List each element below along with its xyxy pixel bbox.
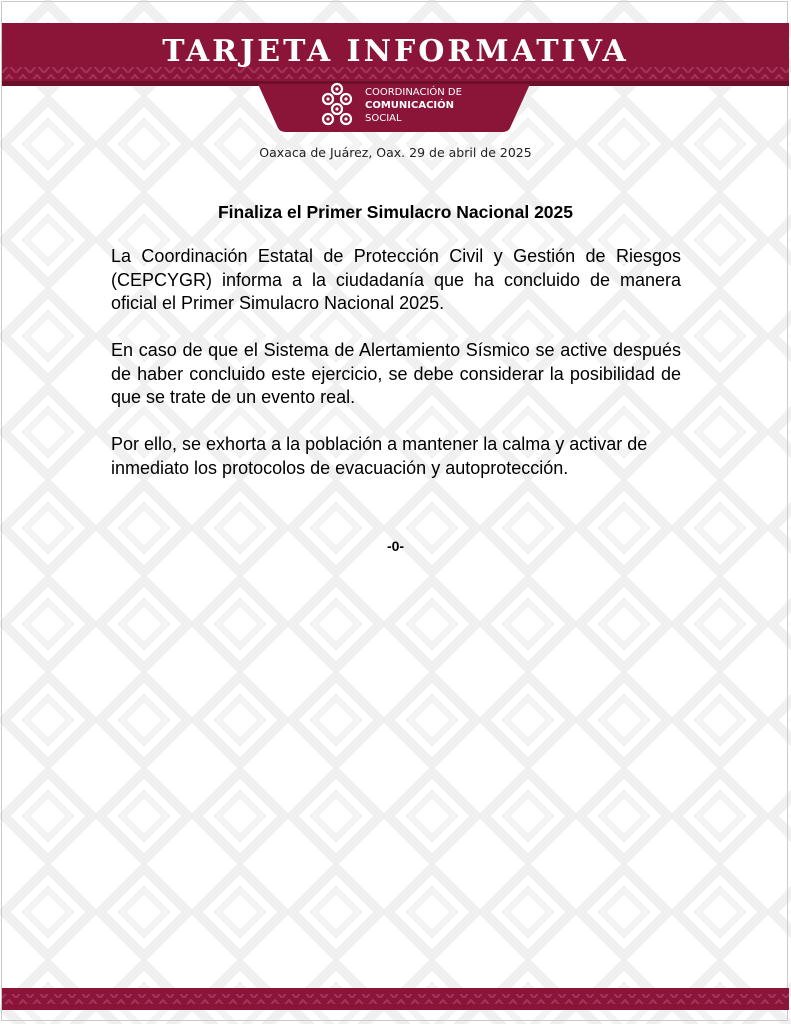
document-body xyxy=(111,245,681,504)
body-paragraph-3: Por ello, se exhorta a la población a mantener la calma y activar de inmediato los protocolos de evacuación y autoprotección. xyxy=(111,434,648,478)
logo-line-2: COMUNICACIÓN xyxy=(365,100,455,111)
date-line: Oaxaca de Juárez, Oax. 29 de abril de 2025 xyxy=(259,145,532,160)
logo-line-3: SOCIAL xyxy=(365,113,402,124)
body-paragraph-2: En caso de que el Sistema de Alertamiento Sísmico se active después de haber concluido este ejercicio, se debe considerar la posibilidad de que se trate de un evento real. xyxy=(111,340,681,407)
footer-band xyxy=(2,988,789,1010)
logo-text xyxy=(365,86,462,125)
closing-mark: -0- xyxy=(386,538,405,554)
tlaloc-knot-logo-icon xyxy=(318,82,356,126)
logo-line-1: COORDINACIÓN DE xyxy=(365,87,462,98)
page-title: TARJETA INFORMATIVA xyxy=(162,34,629,69)
document-title: Finaliza el Primer Simulacro Nacional 2025 xyxy=(217,202,574,222)
body-paragraph-1: La Coordinación Estatal de Protección Civil y Gestión de Riesgos (CEPCYGR) informa a la ciudadanía que ha concluido de manera oficial el Primer Simulacro Nacional 2025. xyxy=(111,246,681,313)
